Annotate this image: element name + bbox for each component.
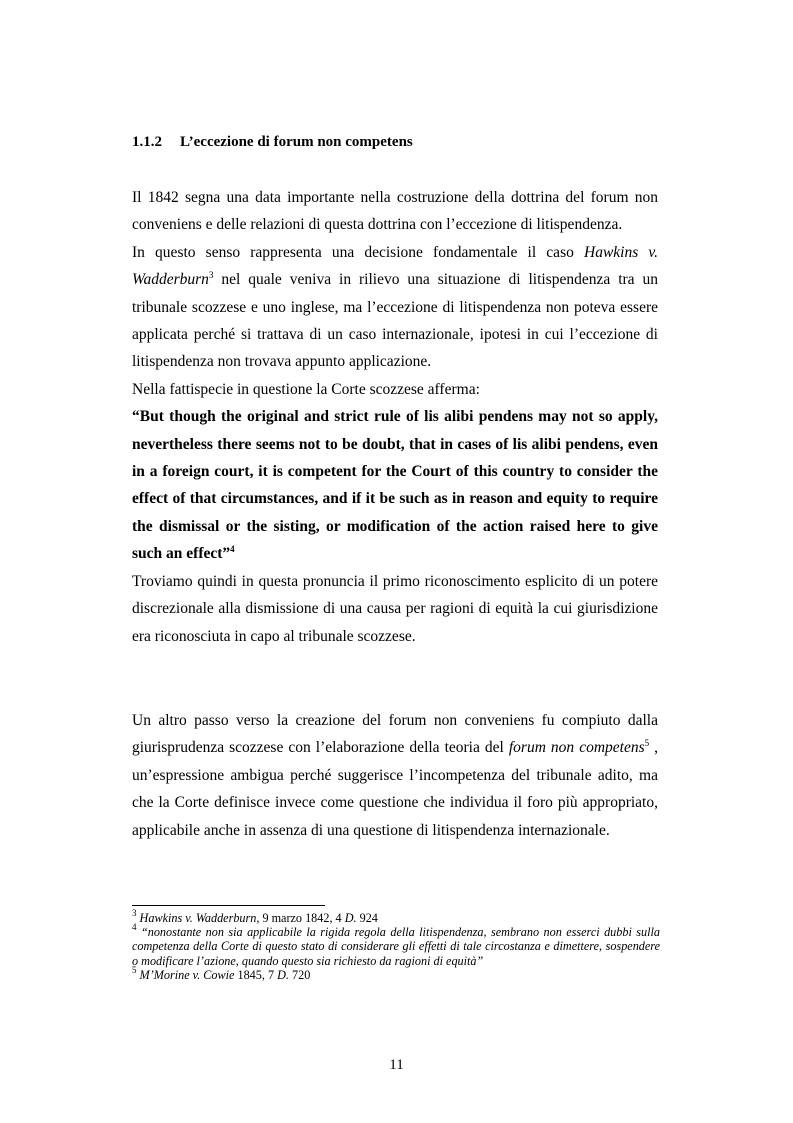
page-number: 11 [389,1057,404,1073]
footnote-separator [132,905,325,906]
footnote-ref: 5 [644,738,650,749]
paragraph: Un altro passo verso la creazione del forum non conveniens fu compiuto dalla giurisprudenza scozzese con l’elaborazione della teoria del forum non competens$^5$ , un’espressione ambigua perché suggerisce l’incompetenza del tribunale adito, ma che la Corte definisce invece come questione che individua il foro più appropriato, applicabile anche in assenza di una questione di litispendenza internazionale. [132,712,659,839]
section-title: L’eccezione di forum non competens [180,134,413,150]
term: forum non competens [508,739,645,757]
case-name: Hawkins v. Wadderburn [132,243,659,289]
block-quote: “But though the original and strict rule of lis alibi pendens may not so apply, nevertheless there seems not to be doubt, that in cases of lis alibi pendens, even in a foreign court, it is competent for the Court of this country to consider the effect of that circumstances, and if it be such as in reason and equity to require the dismissal or the sisting, or modification of the action raised here to give such an effect”$^4$ [132,408,658,563]
paragraph: Il 1842 segna una data importante nella costruzione della dottrina del forum non conveniens e delle relazioni di questa dottrina con l’eccezione di litispendenza. [132,189,658,234]
footnote: $^5$ M’Morine v. Cowie 1845, 7 D. 720 [132,964,311,982]
section1-body [132,184,658,650]
footnote: $^4$ “nonostante non sia applicabile la rigida regola della litispendenza, sembrano non esserci dubbi sulla competenza della Corte di questo stato di considerare gli effetti di tale circostanza e dimettere, sospendere o modificare l’azione, quando questo sia richiesto da ragioni di equità” [132,922,660,968]
paragraph: In questo senso rappresenta una decisione fondamentale il caso Hawkins v. Wadderburn$^3$ nel quale veniva in rilievo una situazione di litispendenza tra un tribunale scozzese e uno inglese, ma l’eccezione di litispendenza non poteva essere applicata perché si trattava di un caso internazionale, ipotesi in cui l’eccezione di litispendenza non trovava appunto applicazione. [132,243,659,371]
section-number: 1.1.2 [132,134,162,150]
section-heading [132,134,413,151]
footnote-ref: 3 [208,270,214,281]
paragraph: Troviamo quindi in questa pronuncia il primo riconoscimento esplicito di un potere discrezionale alla dismissione di una causa per ragioni di equità la cui giurisdizione era riconosciuta in capo al tribunale scozzese. [132,572,658,645]
footnotes [132,908,660,982]
section2-body [132,707,658,844]
footnote: $^3$ Hawkins v. Wadderburn, 9 marzo 1842, 4 D. 924 [132,908,378,925]
footnote-ref: 4 [230,544,235,555]
paragraph: Nella fattispecie in questione la Corte scozzese afferma: [132,380,480,398]
